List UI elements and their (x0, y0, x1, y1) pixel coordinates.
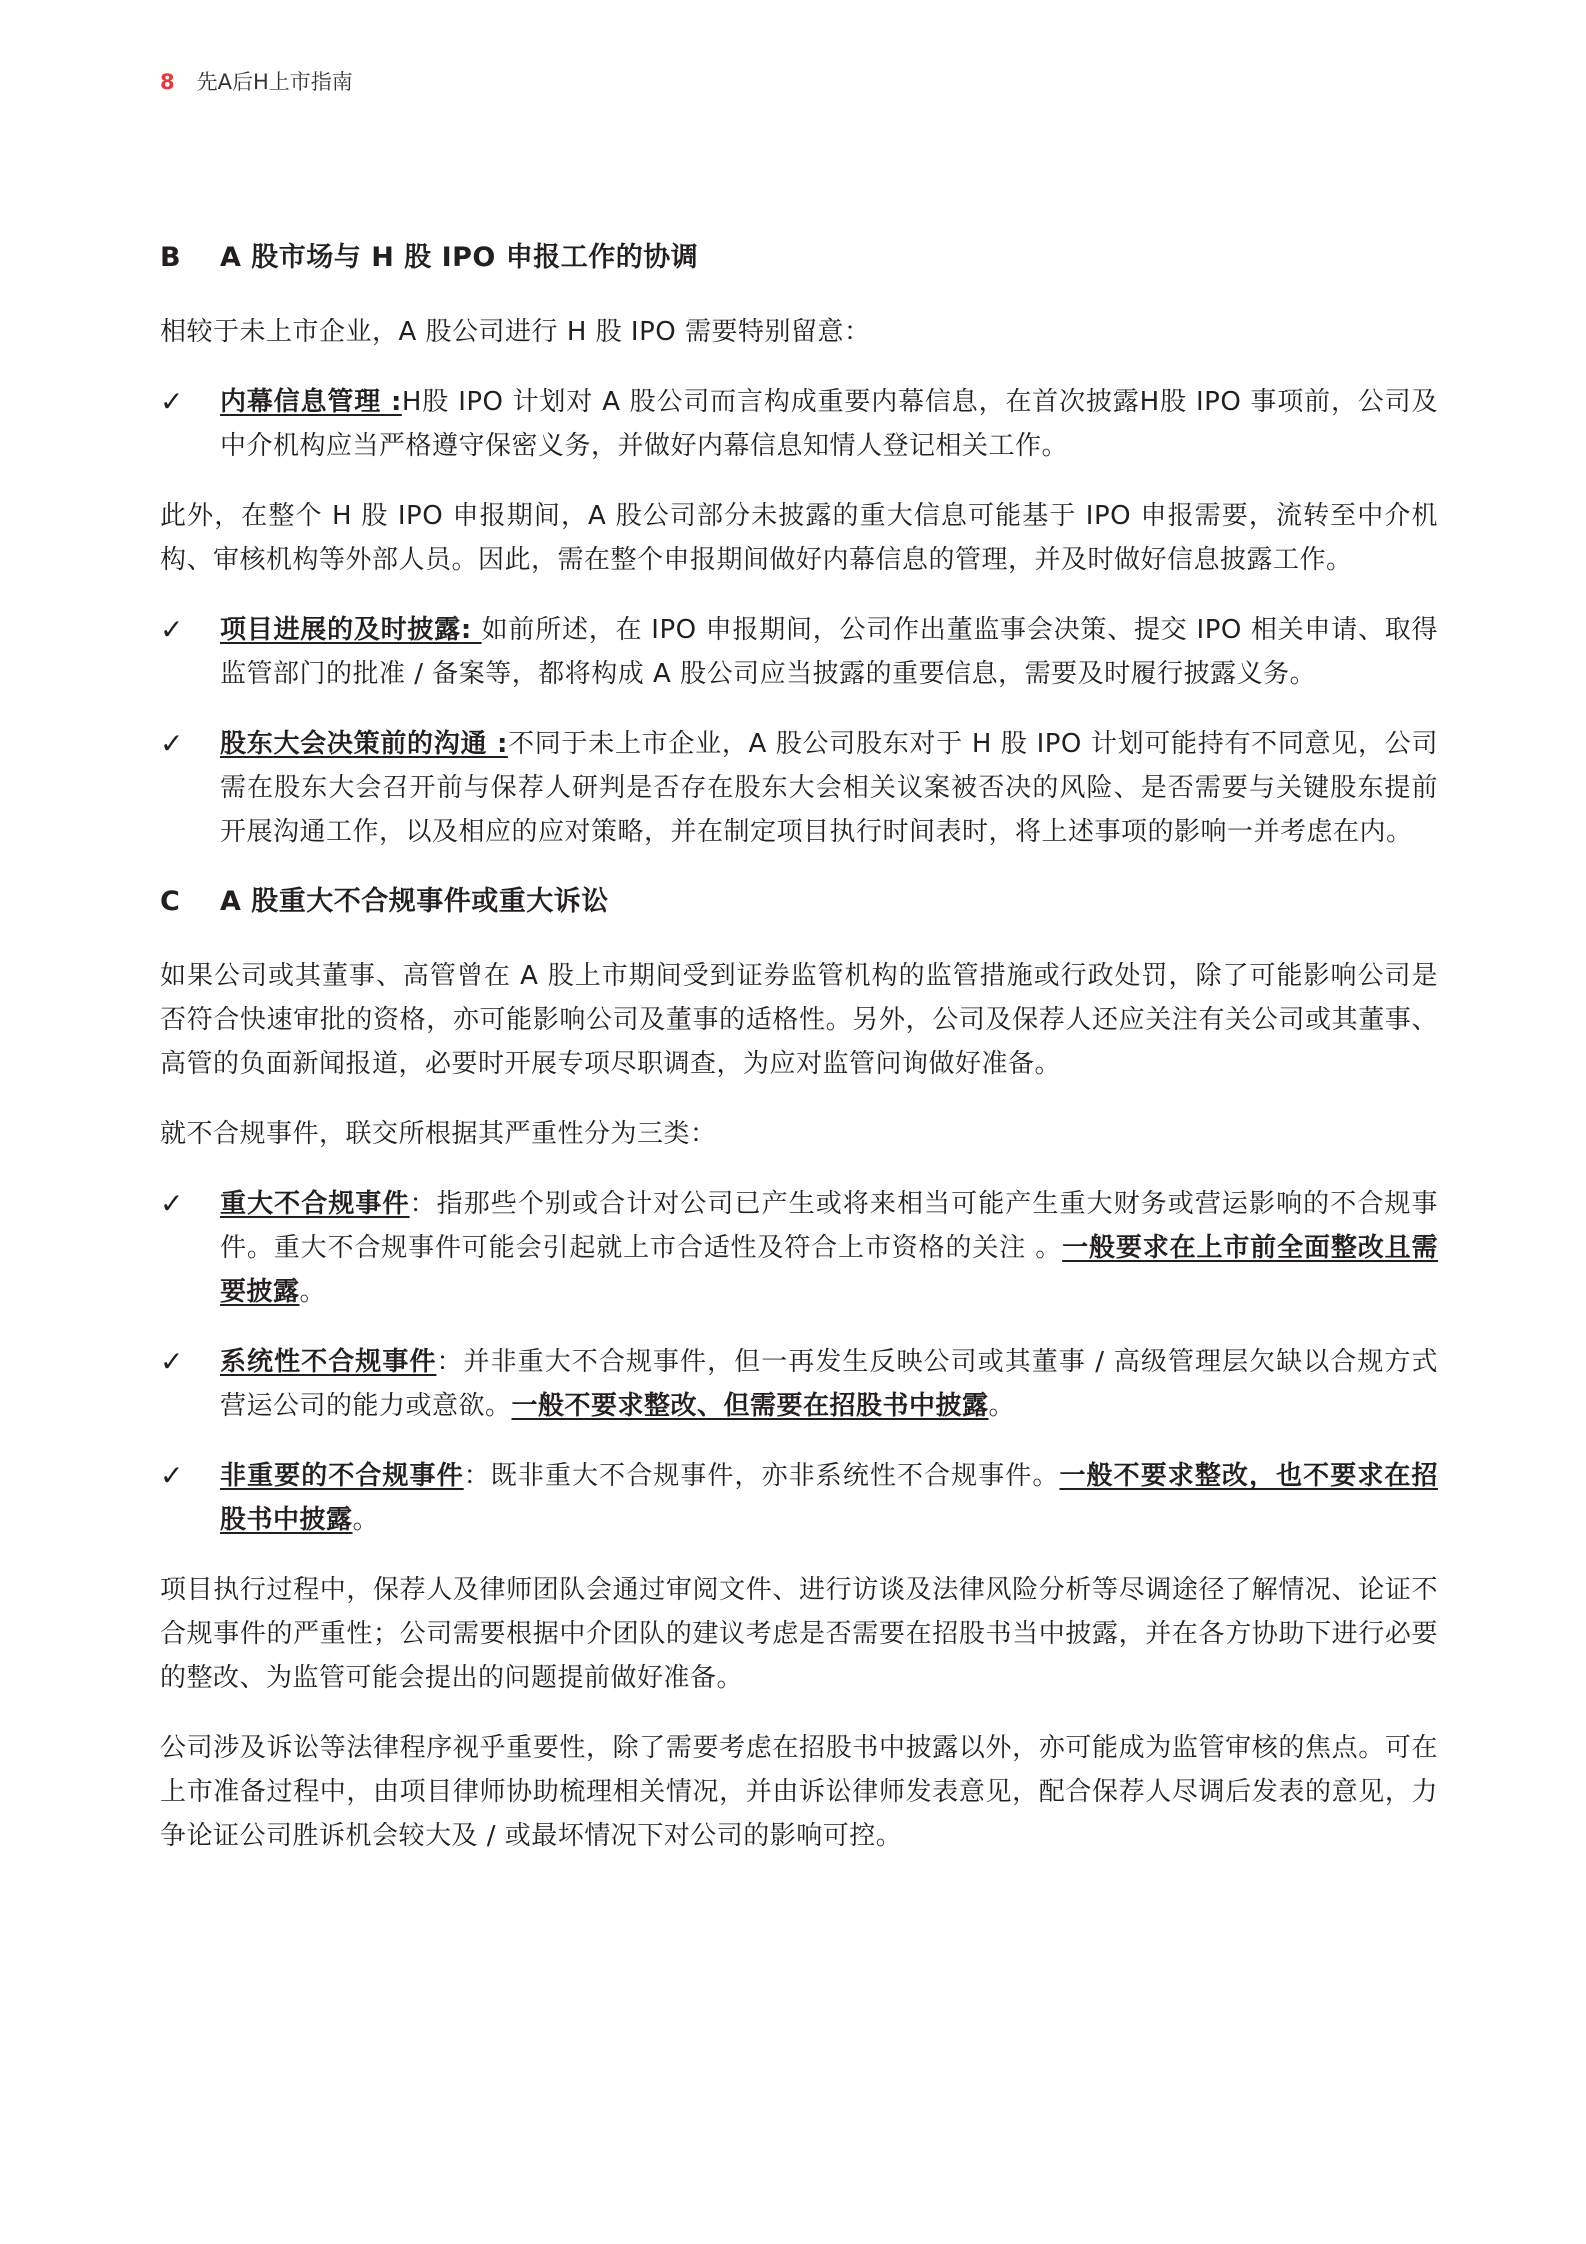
section-c-para-2: 就不合规事件，联交所根据其严重性分为三类： (160, 1119, 717, 1149)
section-b-middle-para: 此外，在整个 H 股 IPO 申报期间，A 股公司部分未披露的重大信息可能基于 IPO 申报需要，流转至中介机构、审核机构等外部人员。因此，需在整个申报期间做好内幕信息的管理，并及时做好信息披露工作。 (160, 501, 1438, 575)
item-text: H股 IPO 计划对 A 股公司而言构成重要内幕信息，在首次披露H股 IPO 事项前，公司及中介机构应当严格遵守保密义务，并做好内幕信息知情人登记相关工作。 (220, 387, 1438, 461)
section-letter: B (160, 242, 182, 273)
section-letter: C (160, 886, 181, 917)
item-text: 不同于未上市企业，A 股公司股东对于 H 股 IPO 计划可能持有不同意见，公司需在股东大会召开前与保荐人研判是否存在股东大会相关议案被否决的风险、是否需要与关键股东提前开展沟通工作，以及相应的应对策略，并在制定项目执行时间表时，将上述事项的影响一并考虑在内。 (220, 729, 1438, 847)
item-term: 重大不合规事件 (220, 1189, 410, 1219)
item-tail: 。 (352, 1505, 380, 1535)
section-title: A 股重大不合规事件或重大诉讼 (220, 886, 609, 917)
check-icon: ✓ (160, 1345, 184, 1378)
section-c-heading (160, 880, 1438, 924)
item-text: ：指那些个别或合计对公司已产生或将来相当可能产生重大财务或营运影响的不合规事件。重大不合规事件可能会引起就上市合适性及符合上市资格的关注 。 (220, 1189, 1438, 1263)
section-c-para-4: 公司涉及诉讼等法律程序视乎重要性，除了需要考虑在招股书中披露以外，亦可能成为监管审核的焦点。可在上市准备过程中，由项目律师协助梳理相关情况，并由诉讼律师发表意见，配合保荐人尽调后发表的意见，力争论证公司胜诉机会较大及 / 或最坏情况下对公司的影响可控。 (160, 1733, 1438, 1851)
list-item-shareholder-communication (160, 722, 1438, 854)
section-c-para-3: 项目执行过程中，保荐人及律师团队会通过审阅文件、进行访谈及法律风险分析等尽调途径了解情况、论证不合规事件的严重性；公司需要根据中介团队的建议考虑是否需要在招股书当中披露，并在各方协助下进行必要的整改、为监管可能会提出的问题提前做好准备。 (160, 1575, 1438, 1693)
item-term: 内幕信息管理 : (220, 387, 402, 417)
list-item-insider-info (160, 380, 1438, 468)
list-item-timely-disclosure (160, 608, 1438, 696)
item-text: ：并非重大不合规事件，但一再发生反映公司或其董事 / 高级管理层欠缺以合规方式营运公司的能力或意欲。 (220, 1347, 1438, 1421)
item-emphasis: 一般不要求整改，也不要求在招股书中披露 (220, 1461, 1438, 1535)
item-emphasis: 一般不要求整改、但需要在招股书中披露 (511, 1391, 989, 1421)
item-text: ：既非重大不合规事件，亦非系统性不合规事件。 (463, 1461, 1060, 1491)
document-title: 先A后H上市指南 (196, 70, 353, 94)
item-tail: 。 (299, 1277, 327, 1307)
page-content (160, 236, 1438, 1884)
item-emphasis: 一般要求在上市前全面整改且需要披露 (220, 1233, 1438, 1307)
section-c-para-1: 如果公司或其董事、高管曾在 A 股上市期间受到证券监管机构的监管措施或行政处罚，除了可能影响公司是否符合快速审批的资格，亦可能影响公司及董事的适格性。另外，公司及保荐人还应关注有关公司或其董事、高管的负面新闻报道，必要时开展专项尽职调查，为应对监管问询做好准备。 (160, 961, 1438, 1079)
section-b-heading (160, 236, 1438, 280)
check-icon: ✓ (160, 727, 184, 760)
check-icon: ✓ (160, 1187, 184, 1220)
item-term: 股东大会决策前的沟通 : (220, 729, 508, 759)
item-term: 系统性不合规事件 (220, 1347, 437, 1377)
item-term: 非重要的不合规事件 (220, 1461, 464, 1491)
list-item-systemic-noncompliance (160, 1340, 1438, 1428)
check-icon: ✓ (160, 613, 184, 646)
section-b-intro: 相较于未上市企业，A 股公司进行 H 股 IPO 需要特别留意： (160, 317, 871, 347)
item-term: 项目进展的及时披露: (220, 615, 482, 645)
check-icon: ✓ (160, 1459, 184, 1492)
check-icon: ✓ (160, 385, 184, 418)
page-number: 8 (160, 70, 175, 94)
page-header (160, 66, 353, 96)
item-tail: 。 (988, 1391, 1016, 1421)
section-title: A 股市场与 H 股 IPO 申报工作的协调 (220, 242, 699, 273)
list-item-immaterial-noncompliance (160, 1454, 1438, 1542)
item-text: 如前所述，在 IPO 申报期间，公司作出董监事会决策、提交 IPO 相关申请、取得监管部门的批准 / 备案等，都将构成 A 股公司应当披露的重要信息，需要及时履行披露义务。 (220, 615, 1439, 689)
list-item-material-noncompliance (160, 1182, 1438, 1314)
